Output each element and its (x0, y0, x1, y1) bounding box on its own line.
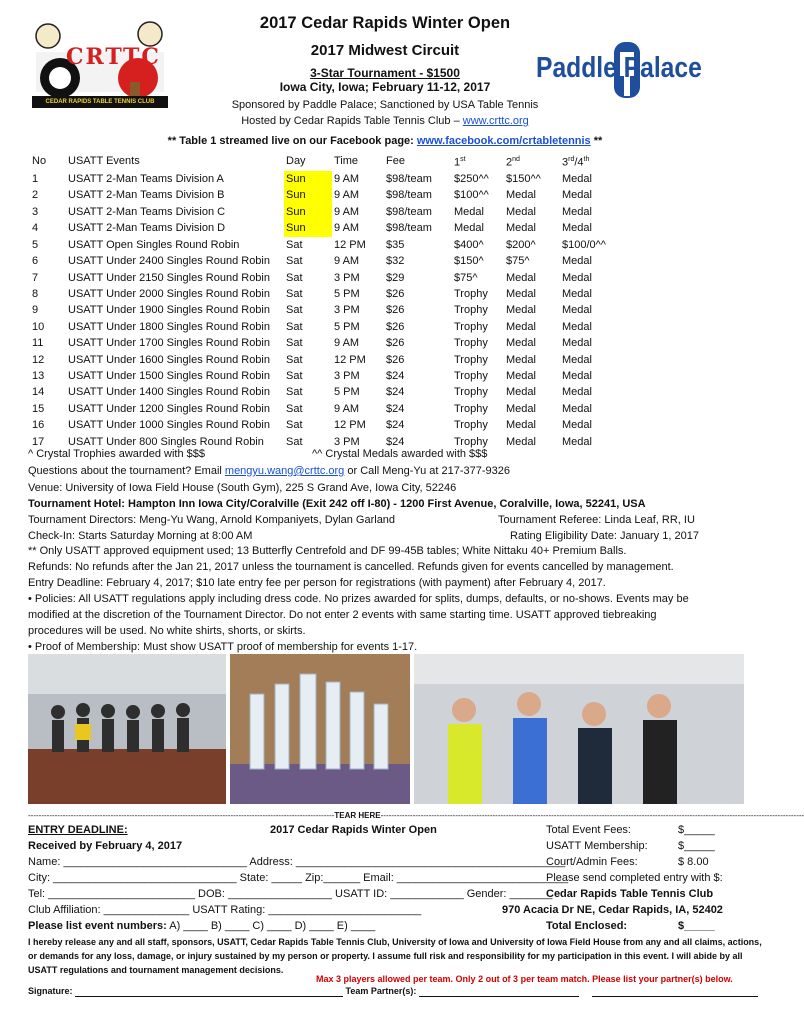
team-partner-field-2[interactable] (592, 986, 758, 997)
refunds-line: Refunds: No refunds after the Jan 21, 2017 unless the tournament is cancelled. Refunds given for events cancelled by management. (28, 561, 674, 573)
city-state-row[interactable]: City: ______________________________ State: _____ Zip:______ Email: ____________________________ (28, 872, 569, 884)
event-day: Sat (286, 337, 303, 350)
prize-second: Medal (506, 271, 536, 284)
event-time: 9 AM (334, 189, 360, 202)
rating-date-line: Rating Eligibility Date: January 1, 2017 (510, 530, 699, 542)
circuit-title: 2017 Midwest Circuit (310, 42, 460, 59)
table-header-row (30, 152, 624, 171)
event-time: 9 AM (334, 205, 360, 218)
event-no: 5 (32, 238, 39, 251)
event-name: USATT Under 1200 Singles Round Robin (68, 402, 270, 415)
event-no: 3 (32, 205, 39, 218)
release-line-1: I hereby release any and all staff, sponsors, USATT, Cedar Rapids Table Tennis Club, University of Iowa and University of Iowa Field House from any and all claims, actions, (28, 937, 762, 947)
team-partner-field-1[interactable] (419, 986, 579, 997)
total-event-fees-label: Total Event Fees: (546, 824, 631, 836)
prize-first: $400^ (454, 238, 484, 251)
policies-line-1: • Policies: All USATT regulations apply including dress code. No prizes awarded for splits, dumps, defaults, or no-shows. Events may be (28, 593, 689, 605)
prize-third-fourth: Medal (562, 255, 592, 268)
event-name: USATT Under 1400 Singles Round Robin (68, 386, 270, 399)
event-time: 12 PM (334, 419, 366, 432)
prize-third-fourth: Medal (562, 353, 592, 366)
event-day: Sat (286, 353, 303, 366)
send-entry-line: Please send completed entry with $: (546, 872, 723, 884)
event-no: 11 (32, 337, 44, 350)
hotel-line: Tournament Hotel: Hampton Inn Iowa City/Coralville (Exit 242 off I-80) - 1200 First Avenue, Coralville, Iowa, 52241, USA (28, 498, 646, 510)
event-time: 9 AM (334, 402, 360, 415)
event-name: USATT Under 1900 Singles Round Robin (68, 304, 270, 317)
club-name-banner: CEDAR RAPIDS TABLE TENNIS CLUB (32, 96, 168, 108)
event-day: Sat (286, 386, 303, 399)
prize-second: Medal (506, 189, 536, 202)
prize-third-fourth: Medal (562, 402, 592, 415)
event-name: USATT 2-Man Teams Division A (68, 173, 224, 186)
table-row (30, 302, 624, 318)
event-time: 3 PM (334, 304, 360, 317)
prize-first: Medal (454, 205, 484, 218)
event-fee: $98/team (386, 205, 432, 218)
event-name: USATT Under 800 Singles Round Robin (68, 435, 264, 448)
prize-first: Trophy (454, 386, 488, 399)
event-numbers-row[interactable] (28, 920, 375, 932)
location-dates: Iowa City, Iowa; February 11-12, 2017 (279, 80, 491, 94)
prize-first: Trophy (454, 419, 488, 432)
header-no: No (32, 155, 47, 168)
table-row (30, 352, 624, 368)
table-row (30, 417, 624, 433)
event-numbers-blanks[interactable]: A) ____ B) ____ C) ____ D) ____ E) ____ (166, 920, 376, 932)
event-day: Sun (284, 171, 332, 187)
questions-line (28, 465, 510, 477)
event-day: Sat (286, 320, 303, 333)
max-players-note: Max 3 players allowed per team. Only 2 out of 3 per team match. Please list your partner(s) below. (316, 974, 733, 984)
trophies-photo (230, 654, 410, 804)
prize-first: $150^ (454, 255, 484, 268)
prize-second: Medal (506, 287, 536, 300)
event-fee: $32 (386, 255, 405, 268)
event-name: USATT Under 2400 Singles Round Robin (68, 255, 270, 268)
event-no: 13 (32, 369, 45, 382)
deadline-line: Entry Deadline: February 4, 2017; $10 late entry fee per person for registrations (with payment) after February 4, 2017. (28, 577, 606, 589)
event-name: USATT Under 2000 Singles Round Robin (68, 287, 270, 300)
event-fee: $24 (386, 386, 405, 399)
table-row (30, 319, 624, 335)
entry-deadline-label: ENTRY DEADLINE: (28, 824, 128, 836)
event-fee: $98/team (386, 222, 432, 235)
event-day: Sat (286, 304, 303, 317)
event-fee: $35 (386, 238, 405, 251)
table-row (30, 220, 624, 236)
prize-first: Trophy (454, 353, 488, 366)
header-day: Day (286, 155, 306, 168)
events-table (30, 152, 624, 450)
club-website-link[interactable]: www.crttc.org (462, 115, 529, 127)
venue-line: Venue: University of Iowa Field House (South Gym), 225 S Grand Ave, Iowa City, 52246 (28, 482, 457, 494)
hosted-line (0, 115, 770, 127)
event-day: Sun (284, 204, 332, 220)
event-name: USATT Under 1600 Singles Round Robin (68, 353, 270, 366)
club-rating-row[interactable]: Club Affiliation: ______________ USATT Rating: _________________________ (28, 904, 422, 916)
tear-line (28, 811, 804, 820)
event-time: 3 PM (334, 435, 360, 448)
prize-second: Medal (506, 337, 536, 350)
event-no: 7 (32, 271, 39, 284)
referee-line: Tournament Referee: Linda Leaf, RR, IU (498, 514, 695, 526)
court-admin-amount: $ 8.00 (678, 856, 709, 868)
prize-second: Medal (506, 353, 536, 366)
players-group-photo (28, 654, 226, 804)
event-fee: $24 (386, 402, 405, 415)
event-no: 17 (32, 435, 45, 448)
prize-third-fourth: Medal (562, 369, 592, 382)
header-first: 1st (454, 156, 466, 169)
crystal-trophies-note: ^ Crystal Trophies awarded with $$$ (28, 448, 205, 460)
hosted-prefix: Hosted by Cedar Rapids Table Tennis Club – (241, 115, 463, 127)
event-time: 5 PM (334, 287, 360, 300)
prize-second: Medal (506, 369, 536, 382)
event-fee: $24 (386, 435, 405, 448)
prize-second: Medal (506, 402, 536, 415)
event-no: 14 (32, 386, 45, 399)
event-day: Sat (286, 419, 303, 432)
prize-third-fourth: Medal (562, 435, 592, 448)
stream-line (0, 135, 770, 147)
event-fee: $24 (386, 419, 405, 432)
prize-third-fourth: Medal (562, 173, 592, 186)
court-admin-label: Court/Admin Fees: (546, 856, 638, 868)
form-title: 2017 Cedar Rapids Winter Open (270, 824, 437, 836)
release-line-3: USATT regulations and tournament management decisions. (28, 965, 284, 975)
event-no: 10 (32, 320, 45, 333)
event-no: 6 (32, 255, 39, 268)
tear-here-label: TEAR HERE (334, 811, 381, 820)
event-fee: $24 (386, 369, 405, 382)
event-time: 9 AM (334, 222, 360, 235)
tear-dashes-right: --------------------------------------------------------------------------------------------------------------------------------------------------------------- (380, 811, 804, 820)
questions-prefix: Questions about the tournament? Email (28, 465, 225, 477)
payee-address: 970 Acacia Dr NE, Cedar Rapids, IA, 52402 (502, 904, 723, 916)
club-letters: CRTTC (66, 44, 161, 70)
prize-first: Trophy (454, 287, 488, 300)
prize-second: Medal (506, 304, 536, 317)
prize-first: $100^^ (454, 189, 489, 202)
event-day: Sun (284, 187, 332, 203)
prize-third-fourth: Medal (562, 205, 592, 218)
event-name: USATT 2-Man Teams Division C (68, 205, 226, 218)
winners-photo (414, 654, 744, 804)
prize-third-fourth: Medal (562, 189, 592, 202)
event-name: USATT Under 1500 Singles Round Robin (68, 369, 270, 382)
event-numbers-label: Please list event numbers: (28, 920, 167, 932)
table-row (30, 335, 624, 351)
prize-second: Medal (506, 435, 536, 448)
event-fee: $26 (386, 304, 405, 317)
event-name: USATT Under 1800 Singles Round Robin (68, 320, 270, 333)
prize-third-fourth: Medal (562, 287, 592, 300)
header-time: Time (334, 155, 359, 168)
event-day: Sat (286, 271, 303, 284)
prize-second: Medal (506, 419, 536, 432)
header-events: USATT Events (68, 155, 140, 168)
event-day: Sat (286, 402, 303, 415)
table-row (30, 253, 624, 269)
event-no: 2 (32, 189, 39, 202)
event-name: USATT Under 1000 Singles Round Robin (68, 419, 270, 432)
prize-third-fourth: Medal (562, 271, 592, 284)
table-row (30, 384, 624, 400)
event-name: USATT Open Singles Round Robin (68, 238, 240, 251)
prize-first: Trophy (454, 369, 488, 382)
event-time: 3 PM (334, 271, 360, 284)
facebook-link[interactable]: www.facebook.com/crtabletennis (416, 135, 591, 147)
prize-third-fourth: Medal (562, 304, 592, 317)
prize-third-fourth: Medal (562, 320, 592, 333)
total-enclosed-blank[interactable]: $_____ (678, 920, 715, 932)
prize-second: Medal (506, 386, 536, 399)
team-partners-label: Team Partner(s): (345, 986, 417, 996)
checkin-line: Check-In: Starts Saturday Morning at 8:00 AM (28, 530, 253, 542)
prize-second: Medal (506, 222, 536, 235)
prize-third-fourth: Medal (562, 337, 592, 350)
prize-third-fourth: Medal (562, 222, 592, 235)
total-event-fees-blank[interactable]: $_____ (678, 824, 715, 836)
header-third-fourth: 3rd/4th (562, 156, 590, 169)
event-name: USATT 2-Man Teams Division D (68, 222, 226, 235)
tel-dob-row[interactable]: Tel: ________________________ DOB: _________________ USATT ID: ____________ Gender: _______ (28, 888, 553, 900)
event-no: 9 (32, 304, 39, 317)
event-day: Sat (286, 435, 303, 448)
signature-label: Signature: (28, 986, 73, 996)
email-link[interactable]: mengyu.wang@crttc.org (224, 465, 345, 477)
event-time: 9 AM (334, 337, 360, 350)
event-day: Sat (286, 287, 303, 300)
event-day: Sun (284, 220, 332, 236)
prize-first: $250^^ (454, 173, 489, 186)
table-row (30, 171, 624, 187)
table-row (30, 286, 624, 302)
event-time: 12 PM (334, 238, 366, 251)
total-enclosed-label: Total Enclosed: (546, 920, 628, 932)
event-time: 5 PM (334, 386, 360, 399)
page-title: 2017 Cedar Rapids Winter Open (259, 14, 511, 32)
table-row (30, 237, 624, 253)
event-fee: $98/team (386, 173, 432, 186)
prize-first: Trophy (454, 435, 488, 448)
winners-photo-image (414, 654, 744, 804)
event-fee: $29 (386, 271, 405, 284)
directors-line: Tournament Directors: Meng-Yu Wang, Arnold Kompaniyets, Dylan Garland (28, 514, 396, 526)
payee-club-name: Cedar Rapids Table Tennis Club (546, 888, 714, 900)
event-fee: $26 (386, 320, 405, 333)
sponsor-name-text: Paddle Palace (536, 52, 702, 84)
prize-third-fourth: Medal (562, 386, 592, 399)
sponsored-line: Sponsored by Paddle Palace; Sanctioned by USA Table Tennis (231, 99, 539, 111)
equipment-line: ** Only USATT approved equipment used; 13 Butterfly Centrefold and DF 99-45B tables; White Nittaku 40+ Premium Balls. (28, 545, 627, 557)
membership-line: • Proof of Membership: Must show USATT proof of membership for events 1-17. (28, 641, 418, 653)
event-name: USATT Under 1700 Singles Round Robin (68, 337, 270, 350)
event-fee: $26 (386, 287, 405, 300)
players-group-photo-image (28, 654, 226, 804)
event-no: 12 (32, 353, 45, 366)
prize-second: $200^ (506, 238, 536, 251)
event-fee: $26 (386, 353, 405, 366)
prize-first: $75^ (454, 271, 478, 284)
trophies-photo-image (230, 654, 410, 804)
prize-second: Medal (506, 205, 536, 218)
event-name: USATT 2-Man Teams Division B (68, 189, 225, 202)
signature-row (28, 986, 758, 997)
release-waiver (28, 935, 762, 977)
policies-line-2: modified at the discretion of the Tournament Director. Do not enter 2 events with same starting time. USATT approved tiebreaking (28, 609, 657, 621)
prize-first: Medal (454, 222, 484, 235)
prize-second: $150^^ (506, 173, 541, 186)
header-second: 2nd (506, 156, 520, 169)
events-table-body (30, 171, 624, 450)
header-fee: Fee (386, 155, 405, 168)
received-by: Received by February 4, 2017 (28, 840, 183, 852)
event-day: Sat (286, 238, 303, 251)
table-row (30, 187, 624, 203)
event-no: 1 (32, 173, 39, 186)
event-no: 8 (32, 287, 39, 300)
stream-prefix: ** Table 1 streamed live on our Facebook page: (167, 135, 417, 147)
event-time: 9 AM (334, 173, 360, 186)
event-day: Sat (286, 255, 303, 268)
prize-first: Trophy (454, 402, 488, 415)
event-time: 12 PM (334, 353, 366, 366)
prize-second: $75^ (506, 255, 530, 268)
event-fee: $98/team (386, 189, 432, 202)
event-name: USATT Under 2150 Singles Round Robin (68, 271, 270, 284)
event-no: 16 (32, 419, 45, 432)
signature-field[interactable] (75, 986, 343, 997)
event-time: 3 PM (334, 369, 360, 382)
table-row (30, 401, 624, 417)
stream-suffix: ** (590, 135, 603, 147)
usatt-membership-label: USATT Membership: (546, 840, 648, 852)
table-row (30, 204, 624, 220)
questions-suffix: or Call Meng-Yu at 217-377-9326 (344, 465, 511, 477)
policies-line-3: procedures will be used. No white shirts, shorts, or skirts. (28, 625, 306, 637)
prize-first: Trophy (454, 337, 488, 350)
usatt-membership-blank[interactable]: $_____ (678, 840, 715, 852)
prize-first: Trophy (454, 304, 488, 317)
crystal-medals-note: ^^ Crystal Medals awarded with $$$ (312, 448, 488, 460)
prize-third-fourth: Medal (562, 419, 592, 432)
event-fee: $26 (386, 337, 405, 350)
name-address-row[interactable]: Name: ______________________________ Address: ____________________________________________ (28, 856, 566, 868)
prize-third-fourth: $100/0^^ (562, 238, 606, 251)
event-time: 5 PM (334, 320, 360, 333)
table-row (30, 270, 624, 286)
table-row (30, 368, 624, 384)
event-no: 15 (32, 402, 45, 415)
event-day: Sat (286, 369, 303, 382)
event-no: 4 (32, 222, 39, 235)
prize-second: Medal (506, 320, 536, 333)
tournament-prize: 3-Star Tournament - $1500 (310, 66, 460, 80)
event-time: 9 AM (334, 255, 360, 268)
prize-first: Trophy (454, 320, 488, 333)
release-line-2: or demands for any loss, damage, or injury sustained by my person or property. I assume full risk and responsibility for my participation in this event. I will abide by all (28, 951, 743, 961)
tear-dashes-left: ------------------------------------------------------------------------------------------------------------------- (28, 811, 335, 820)
